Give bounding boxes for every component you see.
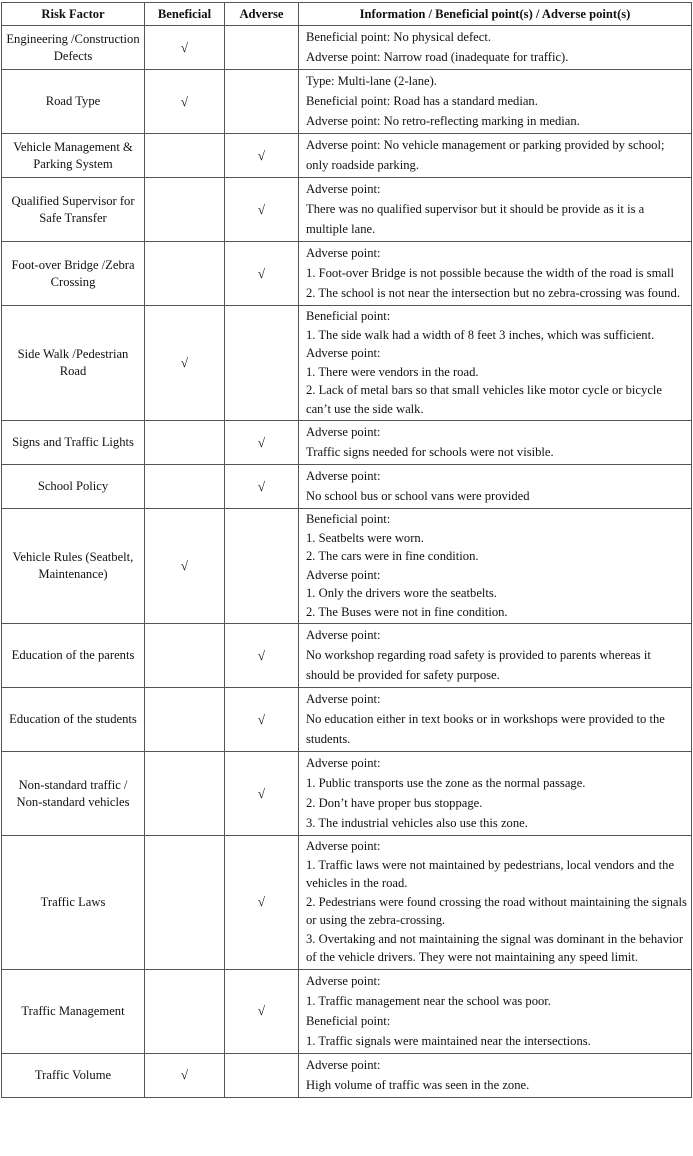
risk-factor-cell: Non-standard traffic / Non-standard vehicles (2, 752, 145, 836)
table-row (2, 134, 692, 178)
table-row (2, 465, 692, 509)
information-cell (299, 624, 692, 688)
adverse-mark-cell: √ (225, 465, 299, 509)
beneficial-mark-cell (145, 836, 225, 970)
information-line: Beneficial point: (306, 1013, 391, 1028)
risk-factor-cell: Traffic Management (2, 969, 145, 1053)
information-line: 1. Traffic signals were maintained near the intersections. (306, 1033, 591, 1048)
information-line: Adverse point: (306, 756, 381, 770)
beneficial-mark-cell (145, 688, 225, 752)
risk-factor-cell: Education of the parents (2, 624, 145, 688)
table-row (2, 178, 692, 242)
information-line: Beneficial point: (306, 309, 391, 323)
information-line: Adverse point: No retro-reflecting marking in median. (306, 114, 580, 128)
header-row (2, 3, 692, 26)
information-cell (299, 752, 692, 836)
information-line: 2. The Buses were not in fine condition. (306, 604, 508, 619)
adverse-mark-cell: √ (225, 836, 299, 970)
beneficial-mark-cell: √ (145, 509, 225, 624)
adverse-mark-cell: √ (225, 421, 299, 465)
information-cell (299, 70, 692, 134)
table-row (2, 26, 692, 70)
adverse-mark-cell: √ (225, 134, 299, 178)
information-line: 3. Overtaking and not maintaining the signal was dominant in the behavior of the vehicle drivers. They were not maintaining any speed limit. (306, 931, 684, 964)
header-risk-factor: Risk Factor (2, 3, 145, 26)
risk-factor-cell: Education of the students (2, 688, 145, 752)
information-cell (299, 509, 692, 624)
information-line: Adverse point: (306, 425, 381, 439)
information-line: 1. Traffic laws were not maintained by pedestrians, local vendors and the vehicles in the road. (306, 857, 675, 890)
information-line: 1. Public transports use the zone as the normal passage. (306, 776, 586, 790)
risk-factor-cell: School Policy (2, 465, 145, 509)
information-line: Beneficial point: (306, 512, 391, 526)
header-information: Information / Beneficial point(s) / Adverse point(s) (299, 3, 692, 26)
information-cell (299, 178, 692, 242)
table-row (2, 752, 692, 836)
table-row (2, 1053, 692, 1097)
information-line: High volume of traffic was seen in the zone. (306, 1077, 530, 1092)
risk-factor-cell: Foot-over Bridge /Zebra Crossing (2, 242, 145, 306)
beneficial-mark-cell: √ (145, 70, 225, 134)
adverse-mark-cell (225, 26, 299, 70)
information-line: Adverse point: (306, 1057, 381, 1072)
header-beneficial: Beneficial (145, 3, 225, 26)
adverse-mark-cell: √ (225, 752, 299, 836)
information-line: 1. Only the drivers wore the seatbelts. (306, 586, 497, 600)
information-cell (299, 836, 692, 970)
information-line: Adverse point: (306, 246, 381, 260)
risk-factor-cell: Traffic Volume (2, 1053, 145, 1097)
beneficial-mark-cell (145, 969, 225, 1053)
information-line: Adverse point: (306, 182, 381, 196)
beneficial-mark-cell (145, 178, 225, 242)
information-line: 2. The school is not near the intersection but no zebra-crossing was found. (306, 286, 680, 300)
risk-factor-table (1, 2, 692, 1098)
table-row (2, 836, 692, 970)
table-row (2, 421, 692, 465)
beneficial-mark-cell (145, 752, 225, 836)
beneficial-mark-cell (145, 242, 225, 306)
risk-factor-cell: Vehicle Management & Parking System (2, 134, 145, 178)
information-cell (299, 306, 692, 421)
information-line: No education either in text books or in workshops were provided to the students. (306, 712, 665, 746)
table-row (2, 242, 692, 306)
adverse-mark-cell (225, 509, 299, 624)
adverse-mark-cell: √ (225, 242, 299, 306)
information-cell (299, 969, 692, 1053)
beneficial-mark-cell (145, 465, 225, 509)
beneficial-mark-cell (145, 624, 225, 688)
beneficial-mark-cell: √ (145, 306, 225, 421)
information-line: Adverse point: (306, 567, 381, 582)
table-row (2, 509, 692, 624)
beneficial-mark-cell: √ (145, 26, 225, 70)
risk-factor-cell: Road Type (2, 70, 145, 134)
risk-factor-cell: Engineering /Construction Defects (2, 26, 145, 70)
table-row (2, 624, 692, 688)
information-line: Adverse point: (306, 346, 381, 360)
table-row (2, 70, 692, 134)
table-body (2, 26, 692, 1098)
information-line: Adverse point: (306, 469, 381, 483)
adverse-mark-cell: √ (225, 688, 299, 752)
information-line: 2. Lack of metal bars so that small vehicles like motor cycle or bicycle can’t use the side walk. (306, 383, 663, 416)
information-line: 3. The industrial vehicles also use this zone. (306, 816, 528, 830)
adverse-mark-cell: √ (225, 624, 299, 688)
information-cell (299, 26, 692, 70)
information-line: No workshop regarding road safety is provided to parents whereas it should be provided for safety purpose. (306, 648, 651, 682)
information-line: Beneficial point: No physical defect. (306, 30, 491, 44)
risk-factor-cell: Qualified Supervisor for Safe Transfer (2, 178, 145, 242)
information-line: 2. Pedestrians were found crossing the road without maintaining the signals or using the zebra-crossing. (306, 894, 687, 927)
adverse-mark-cell (225, 306, 299, 421)
risk-factor-cell: Traffic Laws (2, 836, 145, 970)
adverse-mark-cell: √ (225, 178, 299, 242)
risk-factor-cell: Signs and Traffic Lights (2, 421, 145, 465)
information-line: Adverse point: Narrow road (inadequate for traffic). (306, 50, 569, 64)
table-row (2, 688, 692, 752)
information-line: Type: Multi-lane (2-lane). (306, 74, 437, 88)
information-cell (299, 134, 692, 178)
information-line: 1. Seatbelts were worn. (306, 530, 424, 545)
beneficial-mark-cell (145, 421, 225, 465)
information-line: No school bus or school vans were provided (306, 489, 530, 503)
information-line: 2. The cars were in fine condition. (306, 549, 479, 563)
information-line: 1. Foot-over Bridge is not possible because the width of the road is small (306, 266, 674, 280)
information-line: Adverse point: (306, 628, 381, 642)
information-line: Adverse point: (306, 973, 381, 988)
information-cell (299, 1053, 692, 1097)
adverse-mark-cell: √ (225, 969, 299, 1053)
information-line: Adverse point: No vehicle management or parking provided by school; only roadside parking. (306, 138, 665, 172)
adverse-mark-cell (225, 1053, 299, 1097)
information-line: Traffic signs needed for schools were not visible. (306, 445, 554, 459)
risk-factor-cell: Side Walk /Pedestrian Road (2, 306, 145, 421)
table-row (2, 306, 692, 421)
information-line: Adverse point: (306, 692, 381, 706)
information-line: 1. The side walk had a width of 8 feet 3 inches, which was sufficient. (306, 327, 655, 342)
information-line: Beneficial point: Road has a standard median. (306, 94, 538, 108)
information-line: 1. Traffic management near the school was poor. (306, 993, 551, 1008)
table-row (2, 969, 692, 1053)
risk-factor-cell: Vehicle Rules (Seatbelt, Maintenance) (2, 509, 145, 624)
information-cell (299, 242, 692, 306)
information-cell (299, 688, 692, 752)
information-line: 1. There were vendors in the road. (306, 364, 479, 379)
information-line: 2. Don’t have proper bus stoppage. (306, 796, 483, 810)
beneficial-mark-cell (145, 134, 225, 178)
adverse-mark-cell (225, 70, 299, 134)
information-cell (299, 421, 692, 465)
information-line: There was no qualified supervisor but it should be provide as it is a multiple lane. (306, 202, 645, 236)
information-line: Adverse point: (306, 839, 381, 853)
header-adverse: Adverse (225, 3, 299, 26)
beneficial-mark-cell: √ (145, 1053, 225, 1097)
information-cell (299, 465, 692, 509)
